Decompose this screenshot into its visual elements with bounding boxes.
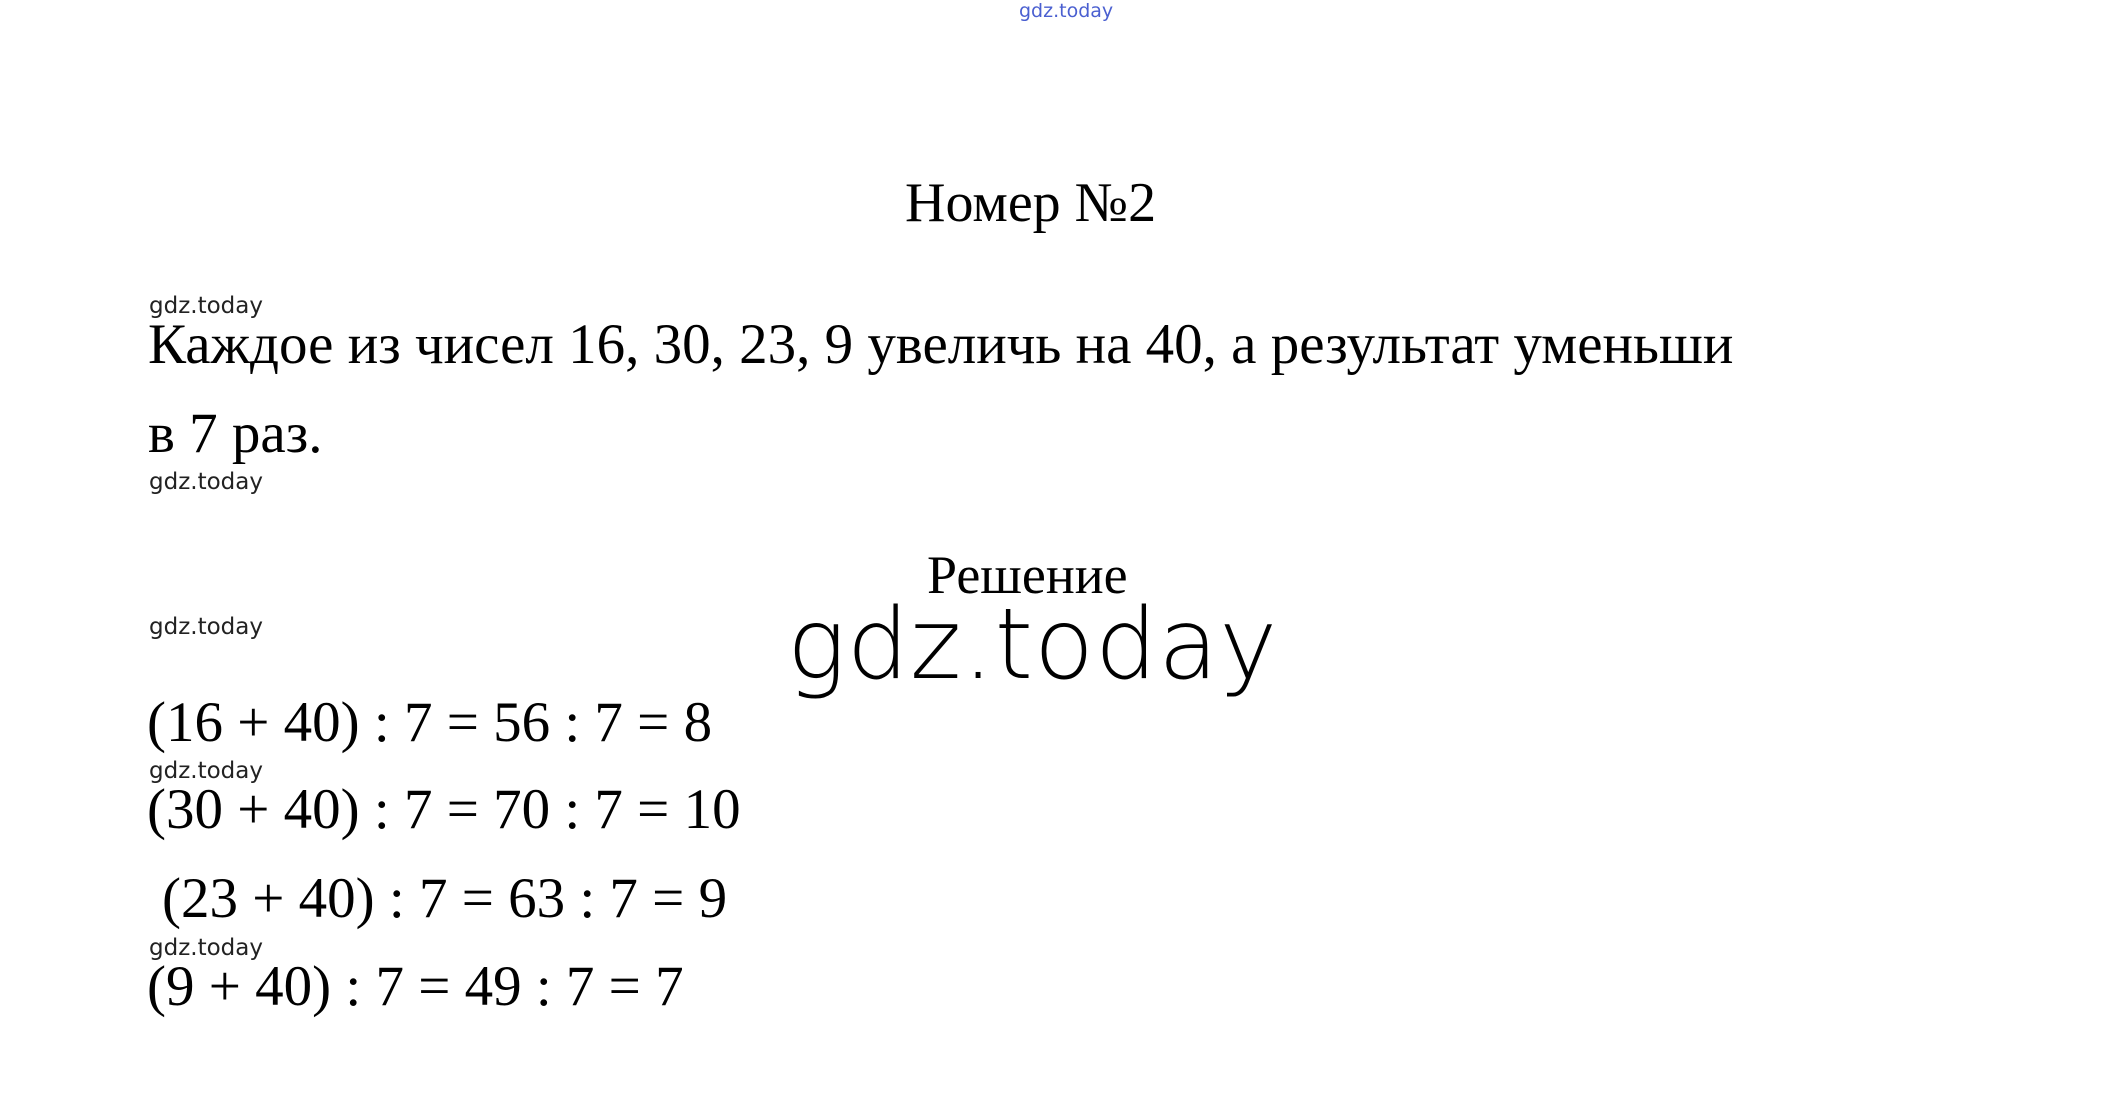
- equation-line: (9 + 40) : 7 = 49 : 7 = 7: [147, 955, 684, 1018]
- watermark-small: gdz.today: [149, 614, 263, 640]
- equation-line: (16 + 40) : 7 = 56 : 7 = 8: [147, 691, 713, 754]
- task-line-2: в 7 раз.: [148, 402, 323, 465]
- equation-line: (30 + 40) : 7 = 70 : 7 = 10: [147, 778, 741, 841]
- watermark-small: gdz.today: [149, 935, 263, 961]
- equation-line: (23 + 40) : 7 = 63 : 7 = 9: [162, 867, 728, 930]
- task-line-1: Каждое из чисел 16, 30, 23, 9 увеличь на 40, а результат уменьши: [148, 313, 1734, 376]
- watermark-large: gdz.today: [787, 588, 1279, 702]
- page-title: Номер №2: [905, 172, 1157, 234]
- watermark-small: gdz.today: [149, 758, 263, 784]
- watermark-small: gdz.today: [149, 293, 263, 319]
- watermark-small: gdz.today: [149, 469, 263, 495]
- watermark-top: gdz.today: [1019, 0, 1114, 22]
- solution-label: Решение: [927, 545, 1128, 605]
